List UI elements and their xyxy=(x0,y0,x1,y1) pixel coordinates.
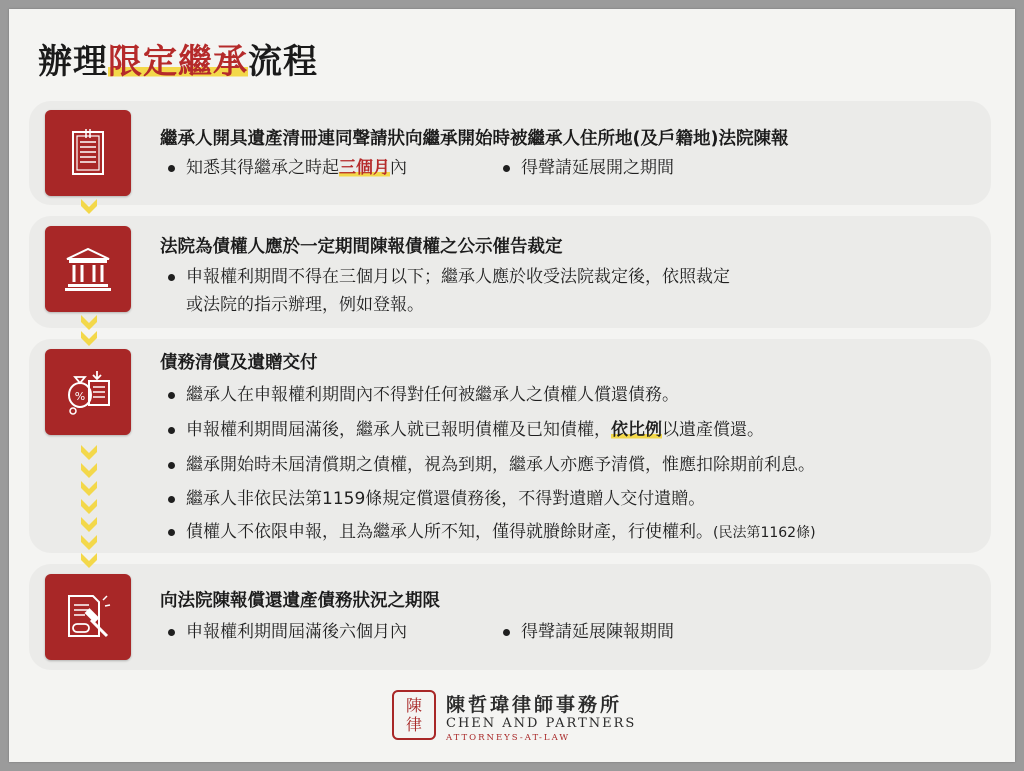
step-4-bullet-2: 得聲請延展陳報期間 xyxy=(521,622,674,642)
chevron-connector-2 xyxy=(80,313,98,349)
svg-text:%: % xyxy=(74,390,86,403)
step-panel-1 xyxy=(29,101,991,205)
proportional-highlight: 依比例 xyxy=(611,420,662,440)
chevron-connector-1 xyxy=(80,197,98,223)
step-3-bullet-4: 繼承人非依民法第1159條規定償還債務後，不得對遺贈人交付遺贈。 xyxy=(186,489,706,509)
title-highlight: 限定繼承 xyxy=(108,42,248,82)
step-2-title: 法院為債權人應於一定期間陳報債權之公示催告裁定 xyxy=(160,237,563,257)
chevron-connector-3 xyxy=(80,443,98,573)
three-months-highlight: 三個月 xyxy=(339,158,390,178)
step-1-bullet-1: 知悉其得繼承之時起三個月內 xyxy=(186,158,407,178)
debt-payment-icon xyxy=(45,349,131,435)
step-3-bullet-2: 申報權利期間屆滿後，繼承人就已報明債權及已知債權，依比例以遺產償還。 xyxy=(186,420,764,440)
step-3-bullet-3: 繼承開始時未屆清償期之債權，視為到期，繼承人亦應予清償，惟應扣除期前利息。 xyxy=(186,455,815,475)
step-3-title: 債務清償及遺贈交付 xyxy=(160,353,318,373)
step-3-bullet-5: 債權人不依限申報，且為繼承人所不知，僅得就賸餘財產，行使權利。(民法第1162條) xyxy=(186,522,816,542)
firm-name-en: CHEN AND PARTNERS xyxy=(446,716,637,731)
firm-name-zh: 陳哲瑋律師事務所 xyxy=(446,694,623,716)
step-panel-4 xyxy=(29,564,991,670)
legal-document-gavel-icon xyxy=(45,574,131,660)
step-1-title: 繼承人開具遺產清冊連同聲請狀向繼承開始時被繼承人住所地(及戶籍地)法院陳報 xyxy=(160,129,789,149)
step-2-bullet-1-line-2: 或法院的指示辦理，例如登報。 xyxy=(186,295,424,315)
step-2-bullet-1-line-1: 申報權利期間不得在三個月以下；繼承人應於收受法院裁定後，依照裁定 xyxy=(186,267,730,287)
courthouse-icon xyxy=(45,226,131,312)
firm-logo: 陳 律 xyxy=(392,690,436,740)
step-4-bullet-1: 申報權利期間屆滿後六個月內 xyxy=(186,622,407,642)
civil-code-reference: (民法第1162條) xyxy=(713,525,816,541)
step-1-bullet-2: 得聲請延展開之期間 xyxy=(521,158,674,178)
step-4-title: 向法院陳報償還遺產債務狀況之期限 xyxy=(160,591,440,611)
firm-tagline: ATTORNEYS-AT-LAW xyxy=(446,733,571,743)
page-title: 辦理限定繼承流程 xyxy=(38,42,318,82)
step-3-bullet-1: 繼承人在申報權利期間內不得對任何被繼承人之債權人償還債務。 xyxy=(186,385,679,405)
document-list-icon xyxy=(45,110,131,196)
